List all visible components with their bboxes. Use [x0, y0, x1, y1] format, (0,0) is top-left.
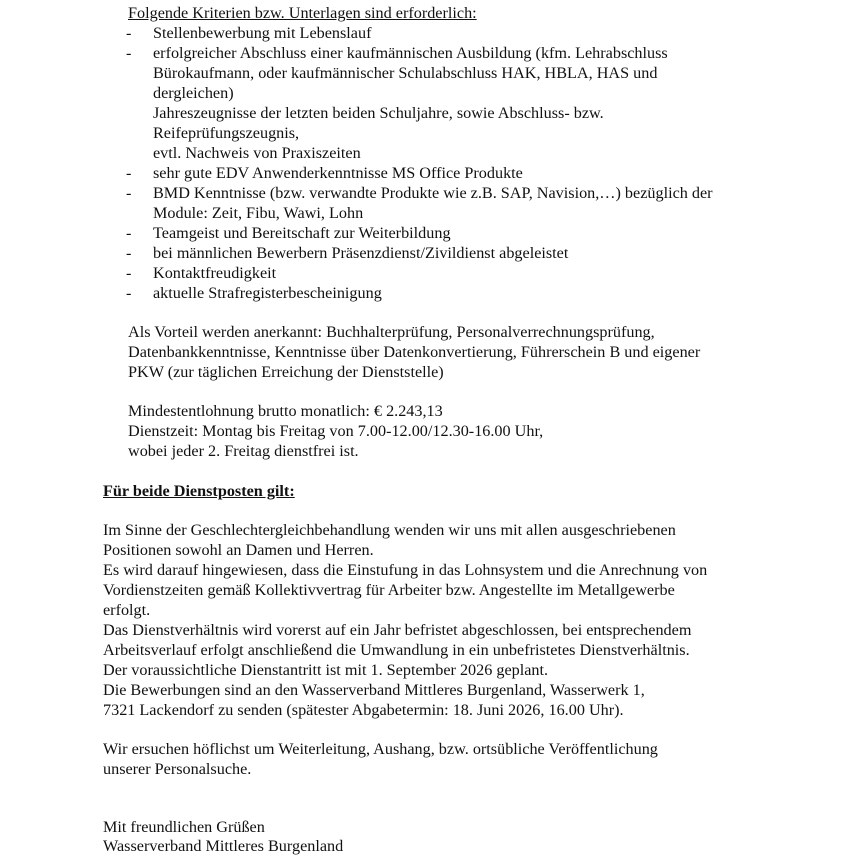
advantages-line-1: Als Vorteil werden anerkannt: Buchhalterprüfung, Personalverrechnungsprüfung, [128, 323, 655, 341]
criteria-item-2-line-6: evtl. Nachweis von Praxiszeiten [153, 144, 361, 162]
criteria-item-2-line-1: erfolgreicher Abschluss einer kaufmännischen Ausbildung (kfm. Lehrabschluss [153, 44, 668, 62]
bullet-marker: - [126, 44, 132, 62]
criteria-item-4-line-2: Module: Zeit, Fibu, Wawi, Lohn [153, 204, 364, 222]
criteria-item-5: Teamgeist und Bereitschaft zur Weiterbildung [153, 224, 451, 242]
general-line-2: Positionen sowohl an Damen und Herren. [103, 541, 374, 559]
bullet-marker: - [126, 164, 132, 182]
bullet-marker: - [126, 24, 132, 42]
criteria-item-2-line-5: Reifeprüfungszeugnis, [153, 124, 300, 142]
general-line-1: Im Sinne der Geschlechtergleichbehandlung wenden wir uns mit allen ausgeschriebenen [103, 521, 676, 539]
general-line-5: erfolgt. [103, 601, 151, 619]
general-line-10: 7321 Lackendorf zu senden (spätester Abgabetermin: 18. Juni 2026, 16.00 Uhr). [103, 701, 624, 719]
bullet-marker: - [126, 264, 132, 282]
criteria-item-3: sehr gute EDV Anwenderkenntnisse MS Office Produkte [153, 164, 523, 182]
general-heading: Für beide Dienstposten gilt: [103, 482, 295, 500]
general-line-8: Der voraussichtliche Dienstantritt ist mit 1. September 2026 geplant. [103, 661, 549, 679]
criteria-heading: Folgende Kriterien bzw. Unterlagen sind erforderlich: [128, 4, 477, 22]
closing-organization: Wasserverband Mittleres Burgenland [103, 837, 344, 855]
criteria-item-6: bei männlichen Bewerbern Präsenzdienst/Zivildienst abgeleistet [153, 244, 569, 262]
general-line-4: Vordienstzeiten gemäß Kollektivvertrag für Arbeiter bzw. Angestellte im Metallgewerbe [103, 581, 675, 599]
criteria-item-2-line-2: Bürokaufmann, oder kaufmännischer Schulabschluss HAK, HBLA, HAS und [153, 64, 658, 82]
bullet-marker: - [126, 184, 132, 202]
working-time-line: Dienstzeit: Montag bis Freitag von 7.00-12.00/12.30-16.00 Uhr, [128, 422, 544, 440]
closing-greeting: Mit freundlichen Grüßen [103, 818, 265, 836]
bullet-marker: - [126, 284, 132, 302]
free-friday-line: wobei jeder 2. Freitag dienstfrei ist. [128, 442, 359, 460]
bullet-marker: - [126, 244, 132, 262]
criteria-item-7: Kontaktfreudigkeit [153, 264, 277, 282]
criteria-item-2-line-3: dergleichen) [153, 84, 234, 102]
request-line-1: Wir ersuchen höflichst um Weiterleitung, Aushang, bzw. ortsübliche Veröffentlichung [103, 740, 658, 758]
request-line-2: unserer Personalsuche. [103, 760, 252, 778]
salary-line: Mindestentlohnung brutto monatlich: € 2.243,13 [128, 402, 443, 420]
general-line-9: Die Bewerbungen sind an den Wasserverband Mittleres Burgenland, Wasserwerk 1, [103, 681, 645, 699]
general-line-6: Das Dienstverhältnis wird vorerst auf ein Jahr befristet abgeschlossen, bei entsprechendem [103, 621, 692, 639]
bullet-marker: - [126, 224, 132, 242]
advantages-line-2: Datenbankkenntnisse, Kenntnisse über Datenkonvertierung, Führerschein B und eigener [128, 343, 701, 361]
criteria-item-4-line-1: BMD Kenntnisse (bzw. verwandte Produkte wie z.B. SAP, Navision,…) bezüglich der [153, 184, 713, 202]
criteria-item-1: Stellenbewerbung mit Lebenslauf [153, 24, 372, 42]
general-line-7: Arbeitsverlauf erfolgt anschließend die Umwandlung in ein unbefristetes Dienstverhältnis. [103, 641, 690, 659]
advantages-line-3: PKW (zur täglichen Erreichung der Dienststelle) [128, 363, 444, 381]
criteria-item-8: aktuelle Strafregisterbescheinigung [153, 284, 382, 302]
criteria-item-2-line-4: Jahreszeugnisse der letzten beiden Schuljahre, sowie Abschluss- bzw. [153, 104, 604, 122]
general-line-3: Es wird darauf hingewiesen, dass die Einstufung in das Lohnsystem und die Anrechnung von [103, 561, 708, 579]
